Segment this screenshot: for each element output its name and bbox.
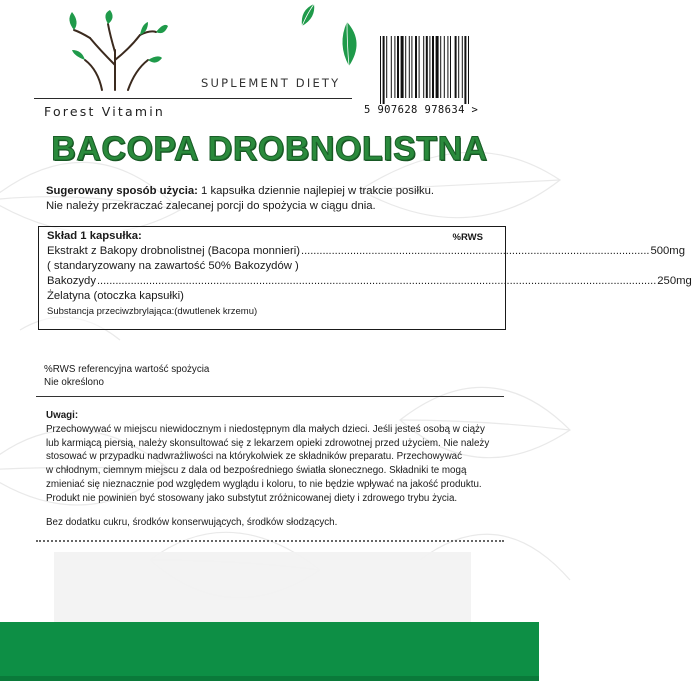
composition-heading: Skład 1 kapsułka: bbox=[47, 230, 142, 242]
barcode-bar bbox=[468, 36, 469, 104]
barcode-bar bbox=[450, 36, 451, 98]
ingredient-name: Ekstrakt z Bakopy drobnolistnej (Bacopa monnieri) bbox=[47, 245, 301, 257]
composition-row bbox=[47, 304, 497, 319]
barcode-bar bbox=[391, 36, 392, 98]
barcode-bar bbox=[411, 36, 412, 98]
leaf-icon bbox=[339, 20, 363, 68]
ingredient-amount: 500mg bbox=[650, 245, 685, 257]
footnote-line: %RWS referencyjna wartość spożycia bbox=[44, 364, 210, 375]
dot-leader: ....................................................................................................................................................................................... bbox=[96, 275, 657, 287]
warning-line: Produkt nie powinien być stosowany jako substytut zróżnicowanej diety i zdrowego trybu życia. bbox=[46, 492, 458, 504]
barcode-bar bbox=[426, 36, 428, 98]
ingredient-name: ( standaryzowany na zawartość 50% Bakozydów ) bbox=[47, 260, 299, 272]
ingredient-amount: 250mg bbox=[657, 275, 692, 287]
product-category: SUPLEMENT DIETY bbox=[201, 76, 341, 90]
barcode-bar bbox=[401, 36, 404, 98]
free-from-note: Bez dodatku cukru, środków konserwujących, środków słodzących. bbox=[46, 516, 338, 528]
bottom-green-edge bbox=[0, 676, 539, 681]
barcode-bar bbox=[419, 36, 420, 98]
barcode-bar bbox=[386, 36, 387, 98]
barcode-bar bbox=[458, 36, 459, 98]
barcode-bar bbox=[455, 36, 457, 98]
composition-row bbox=[47, 259, 497, 274]
barcode-bar bbox=[415, 36, 417, 98]
barcode-bar bbox=[394, 36, 395, 98]
usage-limit: Nie należy przekraczać zalecanej porcji do spożycia w ciągu dnia. bbox=[46, 200, 376, 212]
barcode-bar bbox=[432, 36, 434, 98]
product-title: BACOPA DROBNOLISTNA bbox=[51, 130, 488, 168]
usage-text: 1 kapsułka dziennie najlepiej w trakcie posiłku. bbox=[197, 185, 435, 197]
barcode-bar bbox=[405, 36, 406, 98]
barcode-bar bbox=[380, 36, 381, 104]
composition-table bbox=[38, 226, 692, 330]
barcode-bar bbox=[383, 36, 385, 104]
leaf-icon bbox=[298, 2, 318, 28]
usage-label: Sugerowany sposób użycia: bbox=[46, 185, 198, 197]
section-divider bbox=[36, 396, 504, 397]
footnote-line: Nie określono bbox=[44, 377, 104, 388]
barcode-bar bbox=[397, 36, 399, 98]
rws-header: %RWS bbox=[452, 232, 483, 243]
header-divider bbox=[34, 98, 352, 99]
composition-row bbox=[47, 274, 692, 289]
barcode-bar bbox=[423, 36, 424, 98]
forest-tree-logo bbox=[60, 10, 170, 92]
dotted-divider bbox=[36, 540, 504, 542]
barcode-number: 5 907628 978634 > bbox=[364, 104, 479, 116]
composition-row bbox=[47, 289, 497, 304]
bottom-green-band bbox=[0, 622, 539, 681]
ingredient-name: Żelatyna (otoczka kapsułki) bbox=[47, 290, 184, 302]
barcode bbox=[378, 36, 488, 104]
brand-name: Forest Vitamin bbox=[44, 104, 166, 119]
usage-instructions bbox=[46, 184, 506, 214]
barcode-bar bbox=[409, 36, 410, 98]
barcode-bar bbox=[447, 36, 448, 98]
dot-leader: .................................................................................................................. bbox=[301, 245, 650, 257]
barcode-bar bbox=[444, 36, 445, 98]
warnings-section bbox=[46, 409, 504, 529]
barcode-bar bbox=[462, 36, 463, 98]
composition-row bbox=[47, 244, 685, 259]
blank-print-area bbox=[54, 552, 471, 622]
barcode-bar bbox=[440, 36, 441, 98]
warning-line: w chłodnym, ciemnym miejscu z dala od bezpośredniego światła słonecznego. Składniki te mogą bbox=[46, 465, 467, 477]
warning-line: zmieniać się nieznacznie pod względem wyglądu i koloru, to nie będzie wpływać na jakość produktu. bbox=[46, 478, 482, 490]
rws-footnote bbox=[44, 363, 209, 389]
ingredient-name: Bakozydy bbox=[47, 275, 96, 287]
warnings-heading: Uwagi: bbox=[46, 410, 79, 421]
barcode-bar bbox=[464, 36, 466, 104]
ingredient-name: Substancja przeciwzbrylająca:(dwutlenek krzemu) bbox=[47, 306, 258, 317]
warning-line: lub karmiącą piersią, należy skonsultować się z lekarzem opieki zdrowotnej przed użyciem. Nie należy bbox=[46, 437, 490, 449]
warning-line: stosować w przypadku nadwrażliwości na którykolwiek ze składników preparatu. Przechowywać bbox=[46, 451, 462, 463]
warning-line: Przechowywać w miejscu niewidocznym i niedostępnym dla małych dzieci. Jeśli jesteś osobą w ciąży bbox=[46, 423, 485, 435]
barcode-bar bbox=[429, 36, 430, 98]
barcode-bar bbox=[436, 36, 439, 98]
